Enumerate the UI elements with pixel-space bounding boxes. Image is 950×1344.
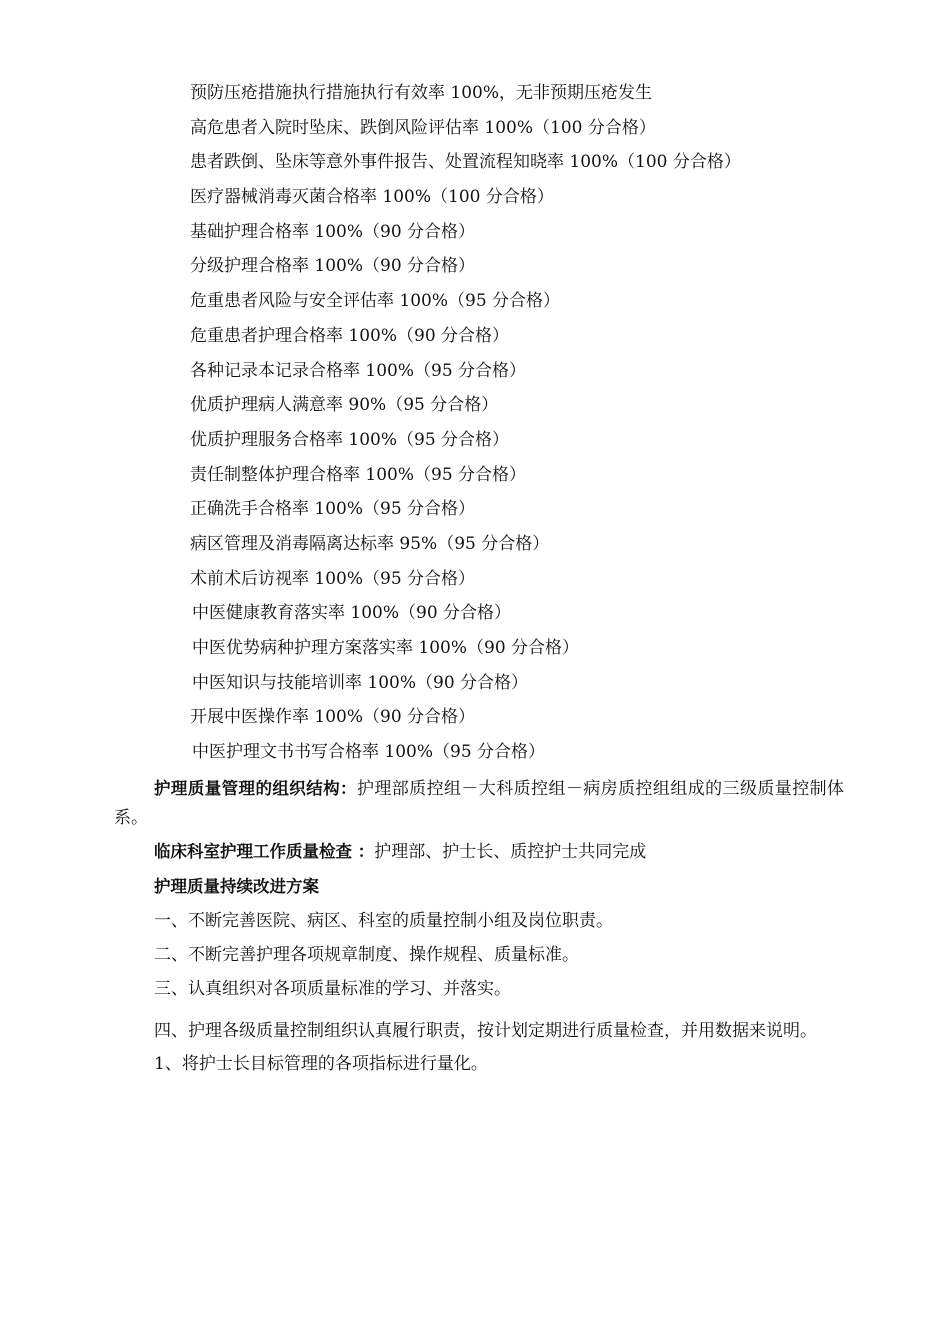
indicator-item: 高危患者入院时坠床、跌倒风险评估率 100%（100 分合格） — [190, 117, 656, 138]
indicator-item: 危重患者风险与安全评估率 100%（95 分合格） — [190, 291, 561, 312]
improvement-item: 四、护理各级质量控制组织认真履行职责，按计划定期进行质量检查，并用数据来说明。 — [154, 1021, 817, 1041]
indicator-item: 病区管理及消毒隔离达标率 95%（95 分合格） — [190, 533, 550, 554]
indicator-item: 医疗器械消毒灭菌合格率 100%（100 分合格） — [190, 187, 554, 208]
improvement-item: 一、不断完善医院、病区、科室的质量控制小组及岗位职责。 — [154, 911, 613, 931]
indicator-item: 分级护理合格率 100%（90 分合格） — [190, 256, 476, 277]
indicator-item: 正确洗手合格率 100%（95 分合格） — [190, 499, 476, 520]
org-structure-text: 护理部质控组－大科质控组－病房质控组组成的三级质量控制体系。 — [114, 779, 845, 828]
indicator-item: 术前术后访视率 100%（95 分合格） — [190, 568, 476, 589]
body-text — [114, 774, 844, 1084]
org-structure-label: 护理质量管理的组织结构： — [154, 779, 357, 798]
quality-check-text: 护理部、护士长、质控护士共同完成 — [374, 842, 647, 862]
indicator-item: 基础护理合格率 100%（90 分合格） — [190, 221, 476, 242]
quality-check-paragraph — [114, 837, 844, 867]
indicator-item: 优质护理病人满意率 90%（95 分合格） — [190, 395, 499, 416]
indicator-item: 开展中医操作率 100%（90 分合格） — [190, 707, 476, 728]
indicator-item: 各种记录本记录合格率 100%（95 分合格） — [190, 360, 527, 381]
quality-indicator-list — [190, 80, 890, 774]
improvement-subitem: 1、将护士长目标管理的各项指标进行量化。 — [154, 1054, 488, 1074]
indicator-item: 责任制整体护理合格率 100%（95 分合格） — [190, 464, 527, 485]
indicator-item: 中医护理文书书写合格率 100%（95 分合格） — [192, 742, 546, 763]
indicator-item: 优质护理服务合格率 100%（95 分合格） — [190, 429, 510, 450]
indicator-item: 预防压疮措施执行措施执行有效率 100%，无非预期压疮发生 — [190, 83, 653, 103]
org-structure-paragraph — [114, 774, 844, 833]
indicator-item: 患者跌倒、坠床等意外事件报告、处置流程知晓率 100%（100 分合格） — [190, 152, 741, 173]
improvement-heading: 护理质量持续改进方案 — [154, 877, 319, 896]
indicator-item: 危重患者护理合格率 100%（90 分合格） — [190, 325, 510, 346]
improvement-item: 二、不断完善护理各项规章制度、操作规程、质量标准。 — [154, 945, 579, 965]
indicator-item: 中医优势病种护理方案落实率 100%（90 分合格） — [192, 638, 580, 658]
quality-check-label: 临床科室护理工作质量检查 ： — [154, 842, 375, 861]
indicator-item: 中医健康教育落实率 100%（90 分合格） — [192, 603, 512, 624]
indicator-item: 中医知识与技能培训率 100%（90 分合格） — [192, 672, 529, 693]
improvement-item: 三、认真组织对各项质量标准的学习、并落实。 — [154, 979, 511, 999]
